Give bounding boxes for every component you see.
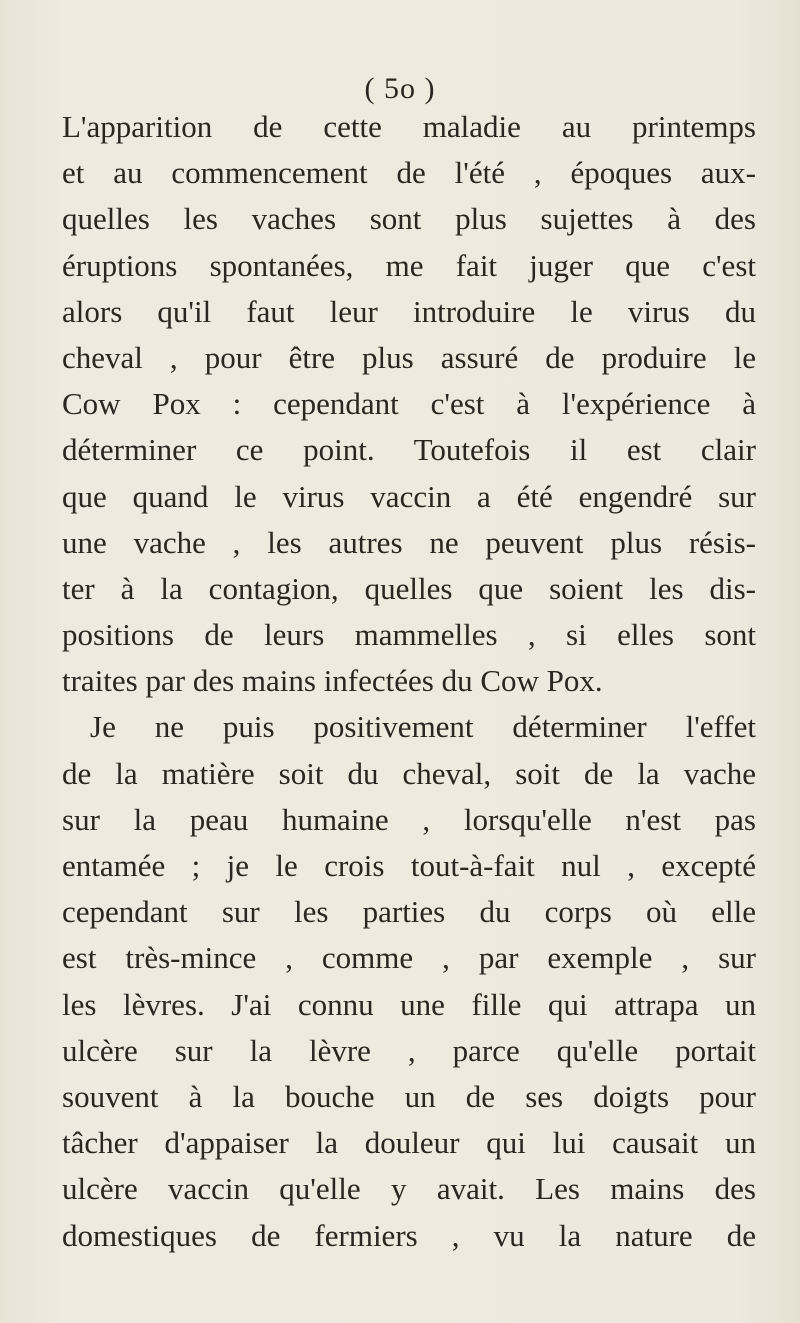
text-line: quelles les vaches sont plus sujettes à des bbox=[62, 201, 756, 237]
text-line: tâcher d'appaiser la douleur qui lui causait un bbox=[62, 1125, 756, 1161]
text-line: positions de leurs mammelles , si elles sont bbox=[62, 617, 756, 653]
text-line: alors qu'il faut leur introduire le virus du bbox=[62, 293, 756, 329]
text-line: souvent à la bouche un de ses doigts pour bbox=[62, 1078, 756, 1114]
text-line: domestiques de fermiers , vu la nature de bbox=[62, 1217, 756, 1253]
text-line: cheval , pour être plus assuré de produire le bbox=[62, 339, 756, 375]
text-line: est très-mince , comme , par exemple , sur bbox=[62, 940, 756, 976]
text-line: cependant sur les parties du corps où elle bbox=[62, 894, 756, 930]
text-line: sur la peau humaine , lorsqu'elle n'est pas bbox=[62, 801, 756, 837]
text-line: déterminer ce point. Toutefois il est clair bbox=[62, 432, 756, 468]
text-line: de la matière soit du cheval, soit de la vache bbox=[62, 755, 756, 791]
body-text bbox=[62, 104, 756, 1259]
text-line: éruptions spontanées, me fait juger que c'est bbox=[62, 247, 756, 283]
text-line: Je ne puis positivement déterminer l'effet bbox=[90, 709, 756, 745]
text-line: et au commencement de l'été , époques aux- bbox=[62, 155, 756, 191]
text-line: les lèvres. J'ai connu une fille qui attrapa un bbox=[62, 986, 756, 1022]
text-line: ulcère vaccin qu'elle y avait. Les mains des bbox=[62, 1171, 756, 1207]
text-line: que quand le virus vaccin a été engendré sur bbox=[62, 478, 756, 514]
text-line: L'apparition de cette maladie au printemps bbox=[62, 109, 756, 144]
text-line: traites par des mains infectées du Cow Pox. bbox=[62, 663, 603, 699]
page-number: ( 5o ) bbox=[364, 72, 436, 105]
text-line: Cow Pox : cependant c'est à l'expérience à bbox=[62, 386, 756, 422]
text-line: ulcère sur la lèvre , parce qu'elle portait bbox=[62, 1032, 756, 1068]
text-line: entamée ; je le crois tout-à-fait nul , excepté bbox=[62, 848, 756, 883]
text-line: ter à la contagion, quelles que soient les dis- bbox=[62, 570, 756, 606]
text-line: une vache , les autres ne peuvent plus résis- bbox=[62, 524, 756, 560]
